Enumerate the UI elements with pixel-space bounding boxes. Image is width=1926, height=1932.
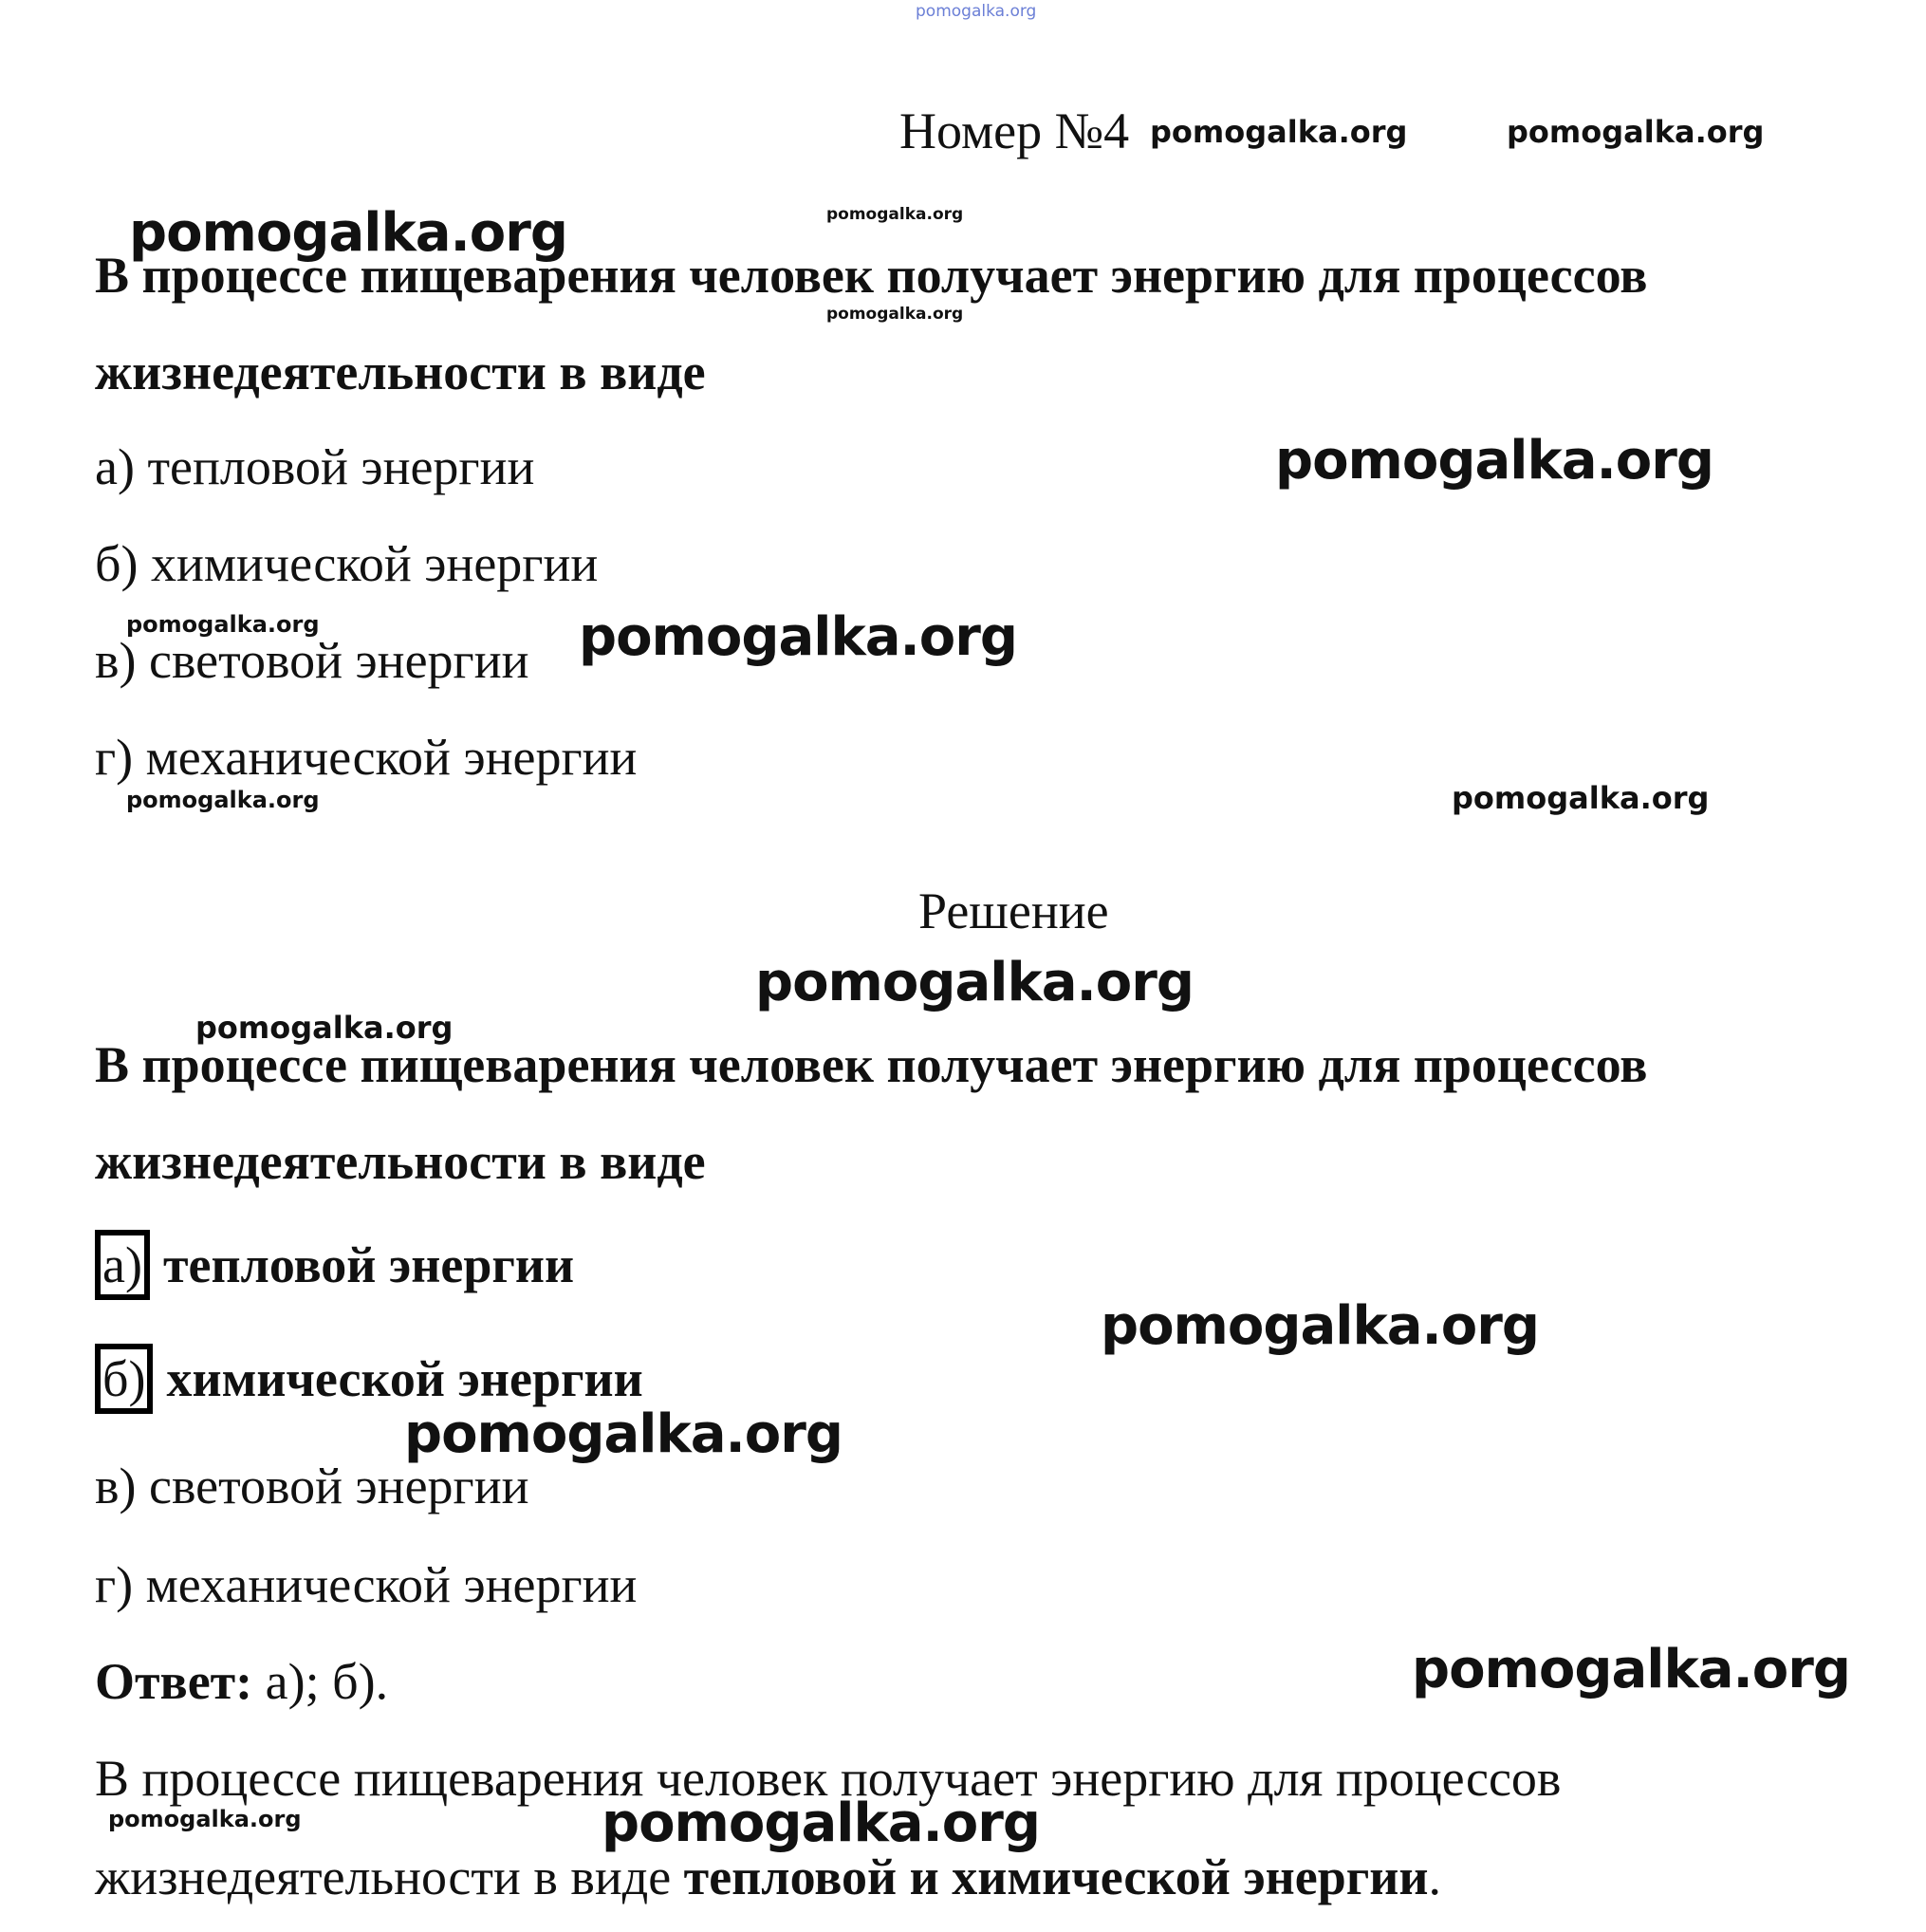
watermark: pomogalka.org xyxy=(755,952,1194,1013)
solution-text-line-1: В процессе пищеварения человек получает энергию для процессов xyxy=(95,1036,1648,1093)
answer-label: Ответ: xyxy=(95,1653,253,1710)
question-text-line-2: жизнедеятельности в виде xyxy=(95,344,706,400)
question-option-b: б) химической энергии xyxy=(95,535,599,592)
question-option-d: г) механической энергии xyxy=(95,729,638,786)
explanation-bold: тепловой и химической энергии xyxy=(683,1848,1429,1905)
watermark: pomogalka.org xyxy=(1150,114,1408,150)
watermark: pomogalka.org xyxy=(108,1806,302,1832)
answer-line xyxy=(95,1651,388,1712)
question-option-a: а) тепловой энергии xyxy=(95,438,535,495)
watermark-top: pomogalka.org xyxy=(916,2,1037,21)
selected-option-a-label: тепловой энергии xyxy=(162,1236,575,1293)
watermark: pomogalka.org xyxy=(602,1793,1040,1854)
watermark: pomogalka.org xyxy=(1507,114,1765,150)
watermark: pomogalka.org xyxy=(1275,430,1713,492)
solution-text-line-2: жизнедеятельности в виде xyxy=(95,1133,706,1190)
page-title: Номер №4 xyxy=(899,102,1130,159)
watermark: pomogalka.org xyxy=(1452,780,1710,816)
explanation-plain: жизнедеятельности в виде xyxy=(95,1848,684,1905)
solution-option-c: в) световой энергии xyxy=(95,1458,529,1514)
explanation-end: . xyxy=(1428,1848,1442,1905)
solution-heading: Решение xyxy=(918,882,1109,939)
watermark: pomogalka.org xyxy=(404,1403,843,1465)
solution-option-d: г) механической энергии xyxy=(95,1556,638,1613)
question-option-c: в) световой энергии xyxy=(95,632,529,689)
watermark: pomogalka.org xyxy=(826,305,964,324)
watermark: pomogalka.org xyxy=(1412,1639,1850,1700)
watermark: pomogalka.org xyxy=(129,202,567,264)
selected-option-b-label: химической энергии xyxy=(166,1350,643,1407)
answer-box-a: а) xyxy=(95,1230,150,1300)
selected-option-a xyxy=(95,1230,574,1300)
explanation-line-2 xyxy=(95,1847,1441,1907)
watermark: pomogalka.org xyxy=(126,611,320,638)
watermark: pomogalka.org xyxy=(195,1010,454,1046)
watermark: pomogalka.org xyxy=(126,787,320,813)
question-text-line-1: В процессе пищеварения человек получает энергию для процессов xyxy=(95,247,1648,304)
watermark: pomogalka.org xyxy=(1101,1295,1539,1357)
explanation-line-1: В процессе пищеварения человек получает энергию для процессов xyxy=(95,1750,1562,1807)
answer-value: а); б). xyxy=(265,1653,389,1710)
watermark: pomogalka.org xyxy=(579,606,1017,668)
watermark: pomogalka.org xyxy=(826,205,964,224)
answer-box-b: б) xyxy=(95,1344,153,1414)
